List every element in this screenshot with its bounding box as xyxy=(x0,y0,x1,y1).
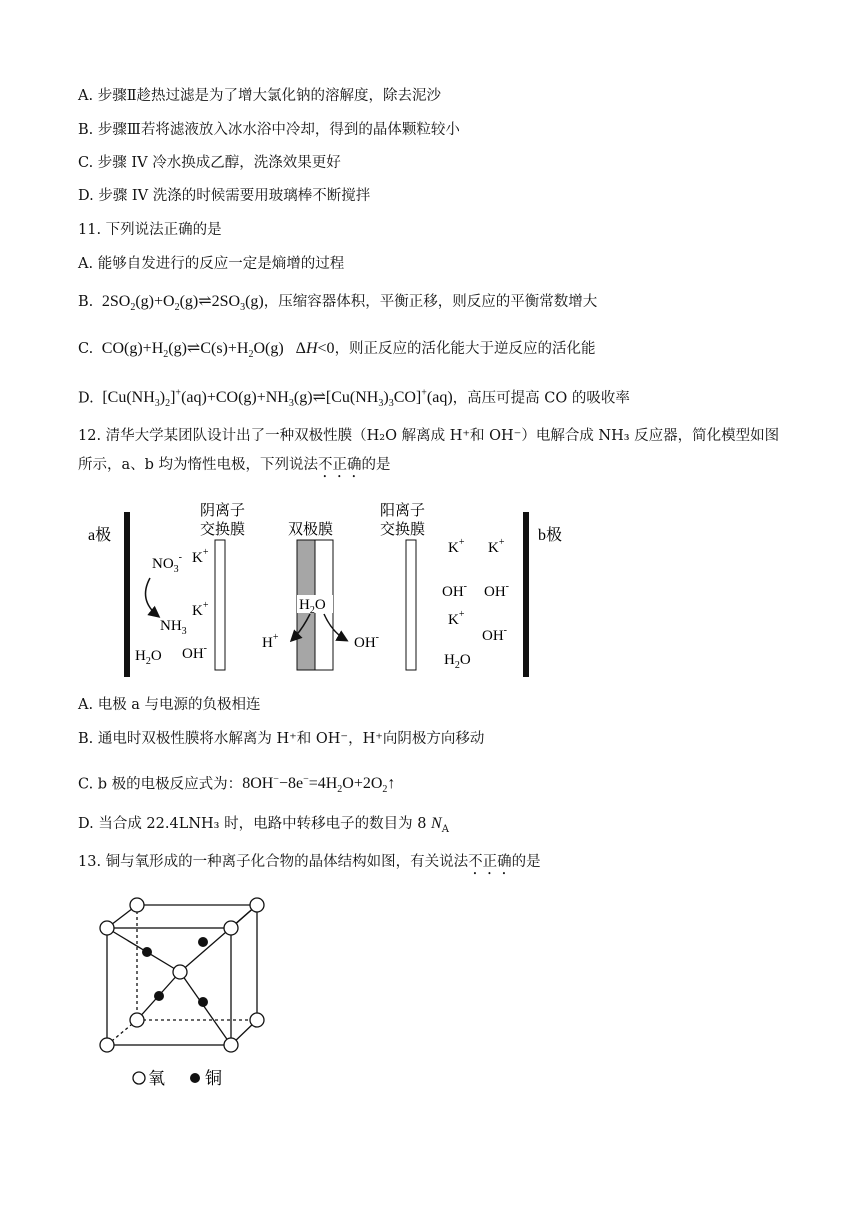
q13-stem-part2: 的是 xyxy=(511,854,541,870)
copper-atom xyxy=(198,937,208,947)
water-left: $H_2O$ xyxy=(135,648,162,667)
oxygen-atom xyxy=(100,921,114,935)
nitrate-ion: $NO_3^-$ xyxy=(152,552,183,575)
anion-exchange-membrane xyxy=(215,540,225,670)
crystal-structure-diagram xyxy=(95,890,275,1095)
q12-stem-emphasis: 不正确 xyxy=(318,457,362,473)
q13-stem-emphasis: 不正确 xyxy=(468,854,512,870)
q11-stem: 11. 下列说法正确的是 xyxy=(78,222,222,238)
oh-minus-ion: OH- xyxy=(354,632,380,651)
q11-option-b-formula: $2SO_2(g)+O_2(g)\rightleftharpoons 2SO_3(g)$ xyxy=(97,293,264,314)
potassium-ion-left-2: K+ xyxy=(192,600,209,619)
hydroxide-right-2: OH- xyxy=(484,581,510,600)
cation-membrane-label-1: 阳离子 xyxy=(380,503,426,519)
electrode-b xyxy=(523,512,529,677)
q12-stem-part2: 的是 xyxy=(361,457,391,473)
hydroxide-left: OH- xyxy=(182,643,208,662)
ammonia-product: $NH_3$ xyxy=(160,618,187,637)
potassium-ion-left-1: K+ xyxy=(192,547,209,566)
anion-membrane-label-1: 阴离子 xyxy=(200,503,246,519)
oxygen-atom xyxy=(130,1013,144,1027)
q11-option-c-formula: $CO(g)+H_2(g)\rightleftharpoons C(s)+H_2O(g)$ ΔH<0 xyxy=(97,340,335,361)
q11-option-b xyxy=(78,292,597,318)
q11-option-c-label: C. xyxy=(78,341,94,357)
oxygen-atom xyxy=(250,1013,264,1027)
oxygen-atom xyxy=(224,921,238,935)
oxygen-atom xyxy=(100,1038,114,1052)
copper-atom xyxy=(198,997,208,1007)
q11-option-a: A. 能够自发进行的反应一定是熵增的过程 xyxy=(78,256,345,272)
a-pole-label: a极 xyxy=(88,527,112,544)
legend-copper-label: 铜 xyxy=(205,1069,222,1088)
oxygen-atom xyxy=(173,965,187,979)
oxygen-atom xyxy=(130,898,144,912)
q13-stem xyxy=(78,852,541,878)
q10-option-b: B. 步骤Ⅲ若将滤液放入冰水浴中冷却，得到的晶体颗粒较小 xyxy=(78,122,460,138)
copper-atom xyxy=(154,991,164,1001)
q12-option-c-formula: $8OH^--8e^-=4H_2O+2O_2↑$ xyxy=(242,774,396,796)
b-pole-label: b极 xyxy=(538,527,563,544)
hydroxide-right-3: OH- xyxy=(482,625,508,644)
copper-atom xyxy=(142,947,152,957)
avogadro-constant: N xyxy=(431,815,442,832)
q11-option-c-text: ，则正反应的活化能大于逆反应的活化能 xyxy=(334,341,596,357)
q12-option-c xyxy=(78,770,395,801)
q12-option-d xyxy=(78,814,449,840)
q12-option-c-prefix: C. b 极的电极反应式为： xyxy=(78,776,243,793)
water-right: $H_2O$ xyxy=(444,652,471,671)
h-plus-ion: H+ xyxy=(262,632,279,651)
anion-membrane-label-2: 交换膜 xyxy=(200,522,246,538)
legend-copper-icon xyxy=(190,1073,200,1083)
potassium-ion-right-3: K+ xyxy=(448,609,465,628)
q11-option-d xyxy=(78,384,630,415)
q10-option-d: D. 步骤 IV 洗涤的时候需要用玻璃棒不断搅拌 xyxy=(78,188,371,204)
q11-option-d-text: ，高压可提高 CO 的吸收率 xyxy=(452,390,630,407)
q11-option-b-label: B. xyxy=(78,294,94,310)
electrolysis-diagram xyxy=(80,490,580,680)
q12-option-b: B. 通电时双极性膜将水解离为 H⁺和 OH⁻，H⁺向阴极方向移动 xyxy=(78,731,485,747)
q10-option-a: A. 步骤Ⅱ趁热过滤是为了增大氯化钠的溶解度，除去泥沙 xyxy=(78,88,442,104)
legend-oxygen-label: 氧 xyxy=(148,1069,165,1088)
q13-stem-part1: 13. 铜与氧形成的一种离子化合物的晶体结构如图，有关说法 xyxy=(78,854,469,870)
bipolar-membrane-label: 双极膜 xyxy=(288,522,334,538)
potassium-ion-right-1: K+ xyxy=(448,537,465,556)
potassium-ion-right-2: K+ xyxy=(488,537,505,556)
q11-option-d-label: D. xyxy=(78,390,94,407)
q11-option-d-formula: $[Cu(NH_3)_2]^+(aq)+CO(g)+NH_3(g)\rightleftharpoons[Cu(NH_3)_3CO]^+(aq)$ xyxy=(98,388,453,410)
q10-option-c: C. 步骤 IV 冷水换成乙醇，洗涤效果更好 xyxy=(78,155,341,171)
water-center: $H_2O$ xyxy=(299,597,326,616)
cation-membrane-label-2: 交换膜 xyxy=(380,522,426,538)
cation-exchange-membrane xyxy=(406,540,416,670)
q11-option-b-text: ，压缩容器体积，平衡正移，则反应的平衡常数增大 xyxy=(263,294,598,310)
q12-stem-line2 xyxy=(78,455,391,481)
q12-stem-part1: 所示，a、b 均为惰性电极，下列说法 xyxy=(78,457,319,473)
oxygen-atom xyxy=(250,898,264,912)
oxygen-atom xyxy=(224,1038,238,1052)
avogadro-subscript: A xyxy=(441,823,449,835)
q12-option-d-prefix: D. 当合成 22.4LNH₃ 时，电路中转移电子的数目为 8 xyxy=(78,816,427,832)
legend-oxygen-icon xyxy=(133,1072,145,1084)
q12-option-a: A. 电极 a 与电源的负极相连 xyxy=(78,697,261,713)
reduction-arrow xyxy=(146,578,159,616)
q12-stem-line1: 12. 清华大学某团队设计出了一种双极性膜（H₂O 解离成 H⁺和 OH⁻）电解合成 NH₃ 反应器，简化模型如图 xyxy=(78,428,780,444)
hydroxide-right-1: OH- xyxy=(442,581,468,600)
electrode-a xyxy=(124,512,130,677)
q11-option-c xyxy=(78,339,596,365)
